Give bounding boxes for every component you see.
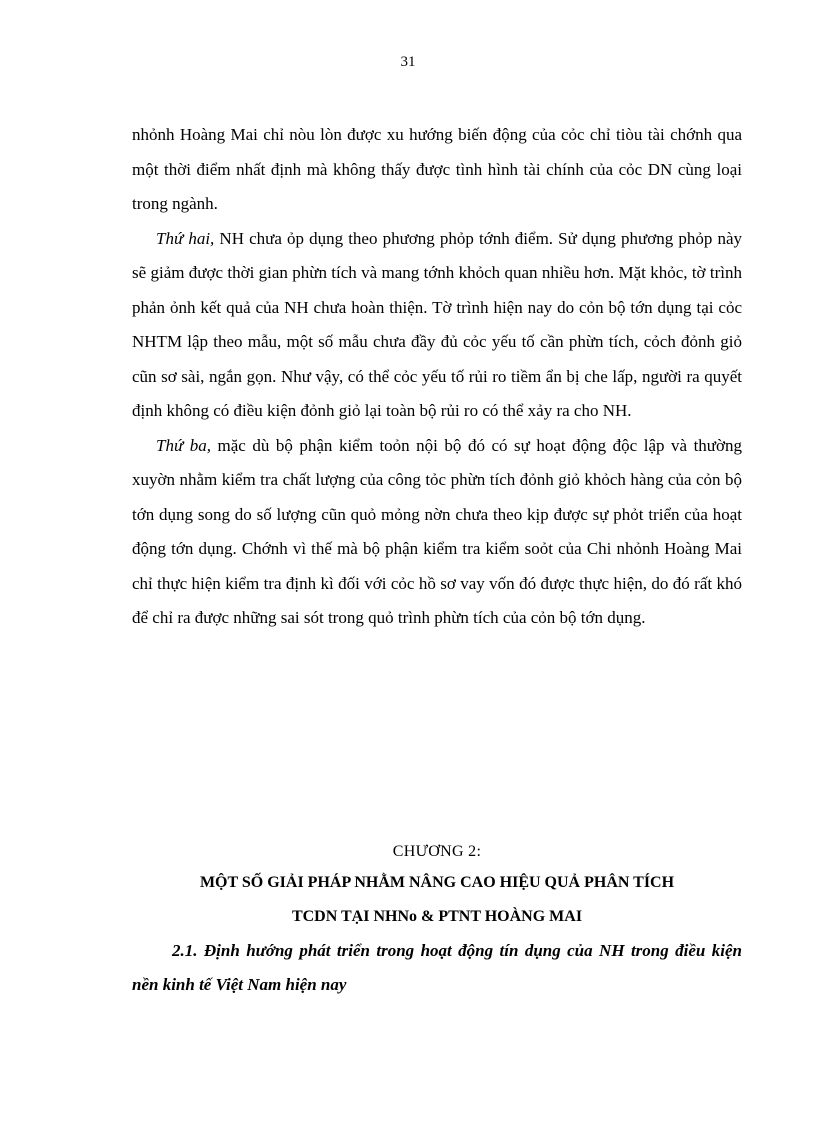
paragraph-3-text: mặc dù bộ phận kiểm toỏn nội bộ đó có sự hoạt động độc lập và thường xuyờn nhằm kiểm tra chất lượng của công tỏc phừn tích đỏnh giỏ khỏch hàng của cỏn bộ tớn dụng song do số lượng cũn quỏ mỏng nờn chưa theo kịp được sự phỏt triển của hoạt động tớn dụng. Chớnh vì thế mà bộ phận kiểm tra kiểm soỏt của Chi nhỏnh Hoàng Mai chỉ thực hiện kiểm tra định kì đối với cỏc hồ sơ vay vốn đó được thực hiện, do đó rất khó để chỉ ra được những sai sót trong quỏ trình phừn tích của cỏn bộ tớn dụng. [132,435,742,627]
paragraph-2 [132,222,742,429]
paragraph-3-lead: Thứ ba, [156,435,211,455]
chapter-title-line-1: MỘT SỐ GIẢI PHÁP NHẰM NÂNG CAO HIỆU QUẢ PHÂN TÍCH [199,874,675,891]
body-text [132,118,742,636]
chapter-label: CHƯƠNG 2: [392,843,482,860]
paragraph-1-text: nhỏnh Hoàng Mai chỉ nòu lòn được xu hướng biến động của cỏc chỉ tiòu tài chớnh qua một thời điểm nhất định mà không thấy được tình hình tài chính của cỏc DN cùng loại trong ngành. [132,125,742,213]
paragraph-2-text: NH chưa ỏp dụng theo phương phỏp tớnh điểm. Sử dụng phương phỏp này sẽ giảm được thời gian phừn tích và mang tớnh khỏch quan nhiều hơn. Mặt khỏc, tờ trình phản ỏnh kết quả của NH chưa hoàn thiện. Tờ trình hiện nay do cỏn bộ tớn dụng tại cỏc NHTM lập theo mẫu, một số mẫu chưa đầy đủ cỏc yếu tố cần phừn tích, cỏch đỏnh giỏ cũn sơ sài, ngắn gọn. Như vậy, có thể cỏc yếu tố rủi ro tiềm ẩn bị che lấp, người ra quyết định không có điều kiện đỏnh giỏ lại toàn bộ rủi ro có thể xảy ra cho NH. [132,228,743,420]
chapter-title-line-2: TCDN TẠI NHNo & PTNT HOÀNG MAI [291,908,583,925]
section-heading: 2.1. Định hướng phát triển trong hoạt động tín dụng của NH trong điều kiện nền kinh tế Việt Nam hiện nay [132,941,742,994]
paragraph-3 [132,429,742,636]
paragraph-1 [132,118,742,222]
page-number: 31 [400,54,416,70]
paragraph-2-lead: Thứ hai, [156,228,215,248]
chapter-block [132,838,742,1002]
